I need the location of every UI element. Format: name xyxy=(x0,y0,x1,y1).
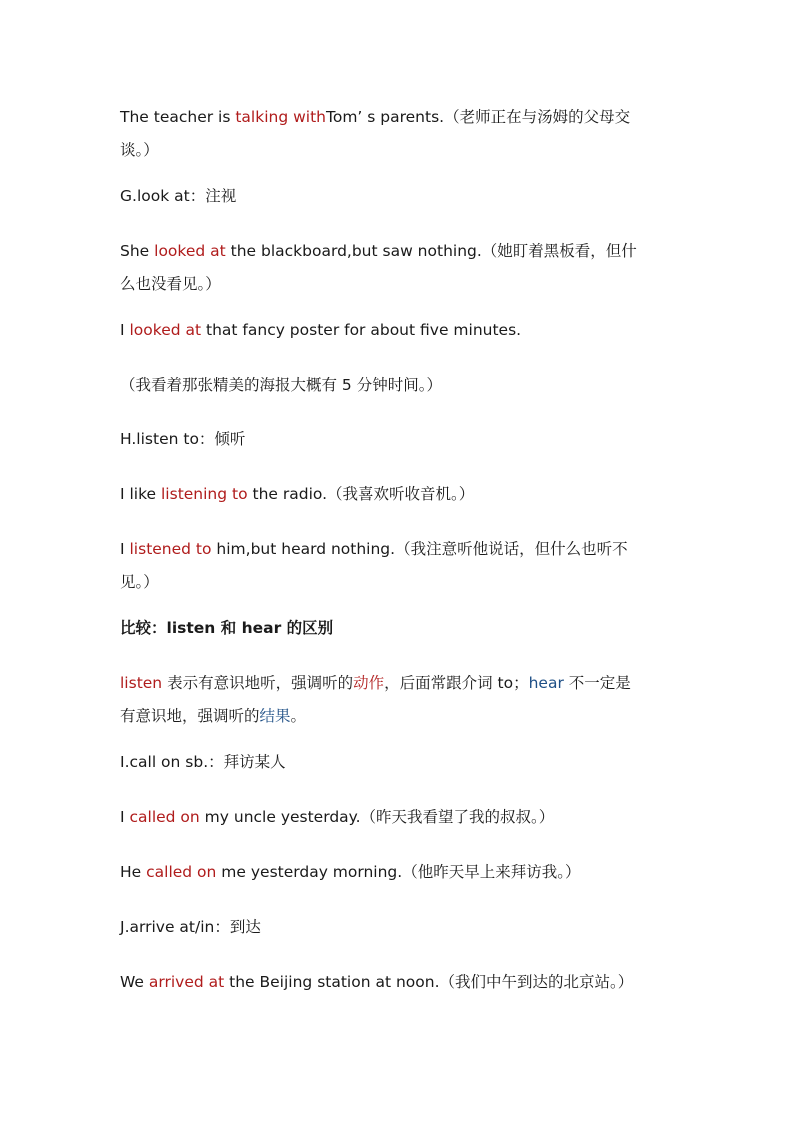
example-sentence xyxy=(120,314,680,347)
phrase-heading xyxy=(120,423,680,456)
heading-text: J.arrive at/in：到达 xyxy=(120,918,261,936)
phrase-heading xyxy=(120,746,680,779)
explanation-text: ，后面常跟介词 to； xyxy=(384,674,529,692)
highlighted-phrase: talking with xyxy=(235,108,326,126)
sentence-text: that fancy poster for about five minutes. xyxy=(201,321,522,339)
keyword-listen: listen xyxy=(120,674,163,692)
comparison-heading xyxy=(120,612,680,645)
sentence-text: She xyxy=(120,242,155,260)
highlighted-phrase: arrived at xyxy=(148,973,225,991)
sentence-text: I xyxy=(120,321,130,339)
sentence-text: the radio.（我喜欢听收音机。） xyxy=(247,485,475,503)
heading-text: 比较：listen 和 hear 的区别 xyxy=(120,619,334,637)
explanation-text: 表示有意识地听，强调听的 xyxy=(162,674,354,692)
highlighted-phrase: called on xyxy=(129,808,200,826)
example-sentence xyxy=(120,101,680,134)
example-sentence-continuation xyxy=(120,134,680,167)
example-sentence xyxy=(120,856,680,889)
keyword-action: 动作 xyxy=(353,674,385,692)
example-sentence-continuation xyxy=(120,566,680,599)
translation-line xyxy=(120,369,680,402)
sentence-text: 谈。） xyxy=(120,141,159,159)
phrase-heading xyxy=(120,180,680,213)
phrase-heading xyxy=(120,911,680,944)
example-sentence xyxy=(120,966,680,999)
heading-text: H.listen to：倾听 xyxy=(120,430,246,448)
sentence-text: 见。） xyxy=(120,573,159,591)
highlighted-phrase: called on xyxy=(146,863,217,881)
comparison-explanation xyxy=(120,667,680,700)
sentence-text: （我看着那张精美的海报大概有 5 分钟时间。） xyxy=(120,376,442,394)
highlighted-phrase: looked at xyxy=(129,321,202,339)
example-sentence xyxy=(120,801,680,834)
sentence-text: the Beijing station at noon.（我们中午到达的北京站。） xyxy=(224,973,634,991)
highlighted-phrase: looked at xyxy=(154,242,226,260)
sentence-text: the blackboard,but saw nothing.（她盯着黑板看，但什 xyxy=(225,242,637,260)
explanation-text: 有意识地，强调听的 xyxy=(120,707,260,725)
keyword-hear: hear xyxy=(528,674,564,692)
example-sentence-continuation xyxy=(120,268,680,301)
explanation-text: 。 xyxy=(290,707,307,725)
sentence-text: I like xyxy=(120,485,161,503)
comparison-explanation-continuation xyxy=(120,700,680,733)
sentence-text: my uncle yesterday.（昨天我看望了我的叔叔。） xyxy=(199,808,555,826)
sentence-text: He xyxy=(120,863,147,881)
sentence-text: Tom’ s parents.（老师正在与汤姆的父母交 xyxy=(326,108,631,126)
sentence-text: me yesterday morning.（他昨天早上来拜访我。） xyxy=(216,863,581,881)
example-sentence xyxy=(120,533,680,566)
heading-text: G.look at：注视 xyxy=(120,187,237,205)
explanation-text: 不一定是 xyxy=(563,674,631,692)
highlighted-phrase: listening to xyxy=(161,485,248,503)
sentence-text: I xyxy=(120,540,130,558)
sentence-text: I xyxy=(120,808,130,826)
heading-text: I.call on sb.：拜访某人 xyxy=(120,753,286,771)
highlighted-phrase: listened to xyxy=(129,540,212,558)
sentence-text: him,but heard nothing.（我注意听他说话，但什么也听不 xyxy=(211,540,628,558)
keyword-result: 结果 xyxy=(259,707,291,725)
sentence-text: The teacher is xyxy=(120,108,236,126)
sentence-text: We xyxy=(120,973,149,991)
example-sentence xyxy=(120,235,680,268)
sentence-text: 么也没看见。） xyxy=(120,275,221,293)
example-sentence xyxy=(120,478,680,511)
